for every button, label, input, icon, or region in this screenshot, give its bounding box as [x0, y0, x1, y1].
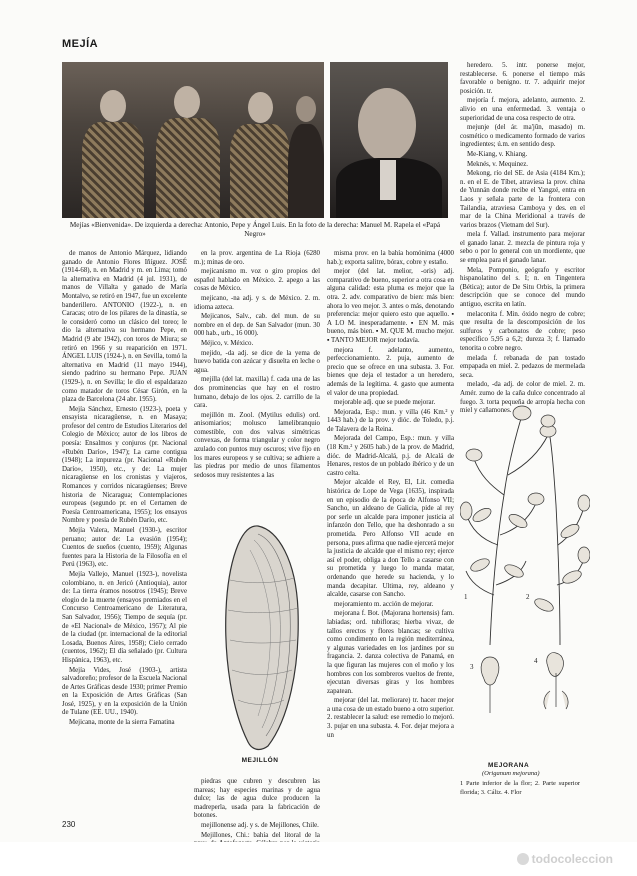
entry: Mejía Valera, Manuel (1930-), escritor peruano; autor de: La evasión (1954); Cuentos de sueños (cuento, 1959); Algunas fuentes para la Historia de la Filosofía en el Perú (1963), etc. [62, 527, 187, 569]
entry: Mela, Pomponio, geógrafo y escritor hispanolatino del s. I; n. en Tingentera (Bética); autor de De Situ Orbis, la primera descripción que se conoce del mundo antiguo, escrita en latín. [460, 266, 585, 309]
entry: mejillonense adj. y s. de Mejillones, Chile. [201, 821, 319, 829]
entry: melada f. rebanada de pan tostado empapada en miel. 2. pedazos de mermelada seca. [460, 354, 585, 379]
entry: mejor (del lat. melior, -oris) adj. comparativo de bueno, superior a otra cosa en alguna calidad: esta pluma es mejor que la otra. 2. adv. comparativo de bien: más bien: ahora lo veo mejor. 3. antes o más, denotando preferencia: mejor quiero esto que aquello. ▪ A LO M. inesperadamente. ▪ EN M. más bueno, más bien. ▪ M. QUE M. mucho mejor. ▪ TANTO MEJOR mejor todavía. [327, 268, 454, 344]
entry: melaconita f. Min. óxido negro de cobre; que resulta de la descomposición de los sulfuros y carbonatos de cobre; peso específico 5,95 a 6,2; dureza 3; f. llamado tenorita o cobre negro. [460, 310, 585, 352]
mussel-label: MEJILLÓN [241, 757, 279, 764]
entry: mela f. Vallad. instrumento para mejorar el ganado lanar. 2. mezcla de pintura roja y sebo o por lo general con un mordiente, que se emplea para el ganado lanar. [460, 231, 585, 265]
entry: mejorable adj. que se puede mejorar. [334, 399, 436, 407]
plant-description: 1 Parte inferior de la flor; 2. Parte superior florida; 3. Cáliz. 4. Flor [460, 780, 580, 796]
entry: en la prov. argentina de La Rioja (6280 m.); minas de oro. [194, 250, 320, 266]
mussel-illustration [218, 520, 304, 755]
entry: mejillón m. Zool. (Mytilus edulis) ord. anisomiarios; molusco lamelibranquio comestible, con dos valvas simétricas convexas, de forma triangular y color negro azulado con puntos muy oscuros; vive fijo en los mares europeos y se cultiva; se adhiere a las piedras por medio de unos filamentos sedosos muy resistentes a las [194, 411, 320, 479]
entry: heredero. 5. intr. ponerse mejor, restablecerse. 6. ponerse el tiempo más favorable o benigno. tr. 7. adquirir mejor posición. tr. [460, 62, 585, 95]
page-number: 230 [62, 820, 76, 829]
column-1 [62, 250, 187, 770]
entry: misma prov. en la bahía homónima (4000 hab.); exporta salitre, bórax, cobre y estaño. [327, 250, 454, 266]
entry: melado, -da adj. de color de miel. 2. m. Amér. zumo de la caña dulce concentrado al fuego. 3. torta pequeña de arropía hecha con miel y cañamones. [460, 381, 585, 415]
entry: Mejicana, monte de la sierra Famatina [69, 719, 175, 727]
entry: Mejillones, Chi.: bahía del litoral de la [201, 831, 320, 839]
column-3 [327, 250, 454, 850]
watermark [517, 852, 613, 866]
plant-species: (Origanum mejorana) [482, 770, 540, 778]
entry: Mejía Sánchez, Ernesto (1923-), poeta y ensayista nicaragüense, n. en Masaya; profesor del centro de Estudios Literarios del Colegio de México; autor de los libros de poesía: Ensalmos y conjuros (pr. Nacional «Rubén Darío», 1947); La carne contigua (1948); La impureza (pr. Nacional «Rubén Darío», 1950), etc., y de: La mujer nicaragüense en los cronistas y viajeros, Romances y corridos nicaragüenses; Breve historia de Nicaragua; Contemplaciones europeas (segundo pr. en el Certamen de Poesía Centroamericana, 1955); los ensayos Nombre y poesía de Rubén Darío, etc. [62, 405, 187, 525]
photo-portrait [330, 62, 448, 218]
marjoram-illustration [460, 395, 590, 725]
marjoram-caption [460, 762, 580, 797]
photo-toreros [62, 62, 324, 218]
entry: Mejía Vides, José (1903-), artista salvadoreño; profesor de la Escuela Nacional de Artes Gráficas desde 1930; primer Premio en la Exposición de Artes Gráficas (San José, 1925), y en la exposición de la Unión de Tulane (EE. UU., 1940). [62, 666, 187, 717]
entry: Mejía Vallejo, Manuel (1923-), novelista colombiano, n. en Jericó (Antioquia), autor de: La tierra éramos nosotros (1945); Breve elogio de la muerte (ensayos premiados en el Concurso Centroamericano de Literatura, San Salvador, 1956); Tiempo de sequía (pr. de «El Nacional» de México, 1957); Al pie de la ciudad (pr. internacional de la editorial Losada, Buenos Aires, 1958); Cielo cerrado (cuentos, 1962); El día señalado (pr. Cultura Hispánica, 1963), etc. [62, 570, 187, 664]
entry: Mekong, río del SE. de Asia (4184 Km.); n. en el E. de Tíbet, atraviesa la prov. china de Yunnán donde recibe el Yangzé, entra en Laos y señala parte de la frontera con Tailandia, atraviesa Camboya y des. en el mar de la China Meridional a través de varios brazos (Vietnam del Sur). [460, 170, 585, 229]
column-4 [460, 62, 585, 415]
entry: mejoría f. mejora, adelanto, aumento. 2. alivio en una enfermedad. 3. ventaja o superioridad de una cosa respecto de otra. [460, 97, 585, 122]
entry: Me-Kiang, v. Khiang. [467, 150, 528, 158]
entry: Mejorada, Esp.: mun. y villa (46 Km.² y 1443 hab.) de la prov. y dióc. de Toledo, p.j. de Talavera de la Reina. [327, 408, 454, 433]
entry: mejorar (del lat. meliorare) tr. hacer mejor a una cosa de un estado bueno a otro superior. 2. restablecer la salud: ese remedio lo mejoró. 3. pujar en una subasta. 4. For. dejar mejora a un [327, 697, 454, 739]
entry: mejilla (del lat. maxilla) f. cada una de las dos prominencias que hay en el rostro humano, debajo de los ojos. 2. carrillo de la cara. [194, 376, 320, 410]
entry: Mejorada del Campo, Esp.: mun. y villa (18 Km.² y 2605 hab.) de la prov. de Madrid, dióc. de Madrid-Alcalá, p.j. de Alcalá de Henares, restos de un poblado ibérico y de un castro celta. [327, 435, 454, 477]
figure-number: 2 [526, 593, 530, 601]
entry: Méjico, v. México. [201, 339, 254, 347]
entry: mejido, -da adj. se dice de la yema de huevo batida con azúcar y disuelta en leche o agua. [194, 349, 320, 374]
column-2-bottom [194, 778, 320, 848]
entry: mejora f. adelanto, aumento, perfeccionamiento. 2. puja, aumento de precio que se ofrece en una subasta. 3. For. bienes que deja el testador a un heredero, además de la legítima. 4. gasto que aumenta el valor de una propiedad. [327, 346, 454, 397]
figure-number: 4 [534, 657, 538, 665]
column-2 [194, 250, 320, 520]
watermark-text: todocoleccion [531, 852, 613, 866]
page-header: MEJÍA [62, 38, 99, 50]
entry: mejicanismo m. voz o giro propios del español hablado en México. 2. apego a las cosas de México. [194, 268, 320, 293]
photo-caption: Mejías «Bienvenida». De izquierda a derecha: Antonio, Pepe y Ángel Luis. En la foto de la derecha: Manuel M. Rapela el «Papá Negro» [69, 221, 441, 238]
figure-number: 3 [470, 663, 474, 671]
entry: Meknés, v. Mequinez. [467, 160, 528, 168]
entry: mejorana f. Bot. (Majorana hortensis) fam. labiadas; ord. tubifloras; hierba vivaz, de tallos erectos y flores blancas; se cultiva como condimento en la región mediterránea, y algunas variedades en los jardines por su fragancia. 2. danza colectiva de Panamá, en la que figuran las mujeres con el moño y los hombres con los sombreros vueltos de frente, ejecutan diversas giras y los hombres zapatean. [327, 610, 454, 695]
plant-title: MEJORANA [488, 762, 530, 769]
entry: Mejicanos, Salv., cab. del mun. de su nombre en el dep. de San Salvador (mun. 30 000 hab., urb., 16 000). [194, 313, 320, 338]
entry: mejunje (del ár. ma'jūn, masado) m. cosmético o medicamento formado de varios ingredientes; ú.m. en sentido desp. [460, 124, 585, 149]
entry: piedras que cubren y descubren las mareas; hay especies marinas y de agua dulce; las de agua dulce producen la madreperla, usada para la fabricación de botones. [194, 778, 320, 820]
entry: Mejor alcalde el Rey, El, Lit. comedia histórica de Lope de Vega (1635), inspirada en un episodio de la época de Alfonso VII; Sancho, un aldeano de Galicia, pide al rey por serle un alcalde para imponer justicia al infanzón don Tello, que ha deshonrado a su prometida. Pero Alfonso VII acude en persona, pues afirma que nadie ejercerá mejor la justicia de alcalde que el mismo rey; ejerce así el poder, obliga a don Tello a casarse con su prometida y luego lo manda matar, ordenando que herede su hacienda, y lo manda decapitar. Ultima, rey, aldeano y alcalde, casarse con Sancho. [327, 479, 454, 599]
entry: mejoramiento m. acción de mejorar. [334, 600, 434, 608]
figure-number: 1 [464, 593, 468, 601]
watermark-logo-icon [517, 853, 529, 865]
entry: de manos de Antonio Márquez, lidiando ganado de Antonio Flores Iñíguez. JOSÉ (1914-68), n. en Madrid y m. en Lima; tomó la alternativa en Madrid (4 jul. 1931), de manos de Villalta y ganado de María Montalvo, se retiró en 1947, fue un excelente banderillero. ANTONIO (1922-), n. en Caracas; otro de los pilares de la dinastía, se le consideró como un clásico del toreo; le dio la alternativa su hermano Pepe, en Madrid (9 abr 1942), con toros de Miura; se retiró en 1966 y su reaparición en 1971. ÁNGEL LUIS (1924-), n. en Sevilla, tomó la alternativa en Madrid (11 mayo 1944), siendo padrino su hermano Pepe. JUAN (1929-), n. en Sevilla; le dio el espaldarazo como matador de toros César Girón, en la plaza de Barcelona (24 abr. 1955). [62, 250, 187, 404]
entry: mejicano, -na adj. y s. de México. 2. m. idioma azteca. [194, 294, 320, 311]
